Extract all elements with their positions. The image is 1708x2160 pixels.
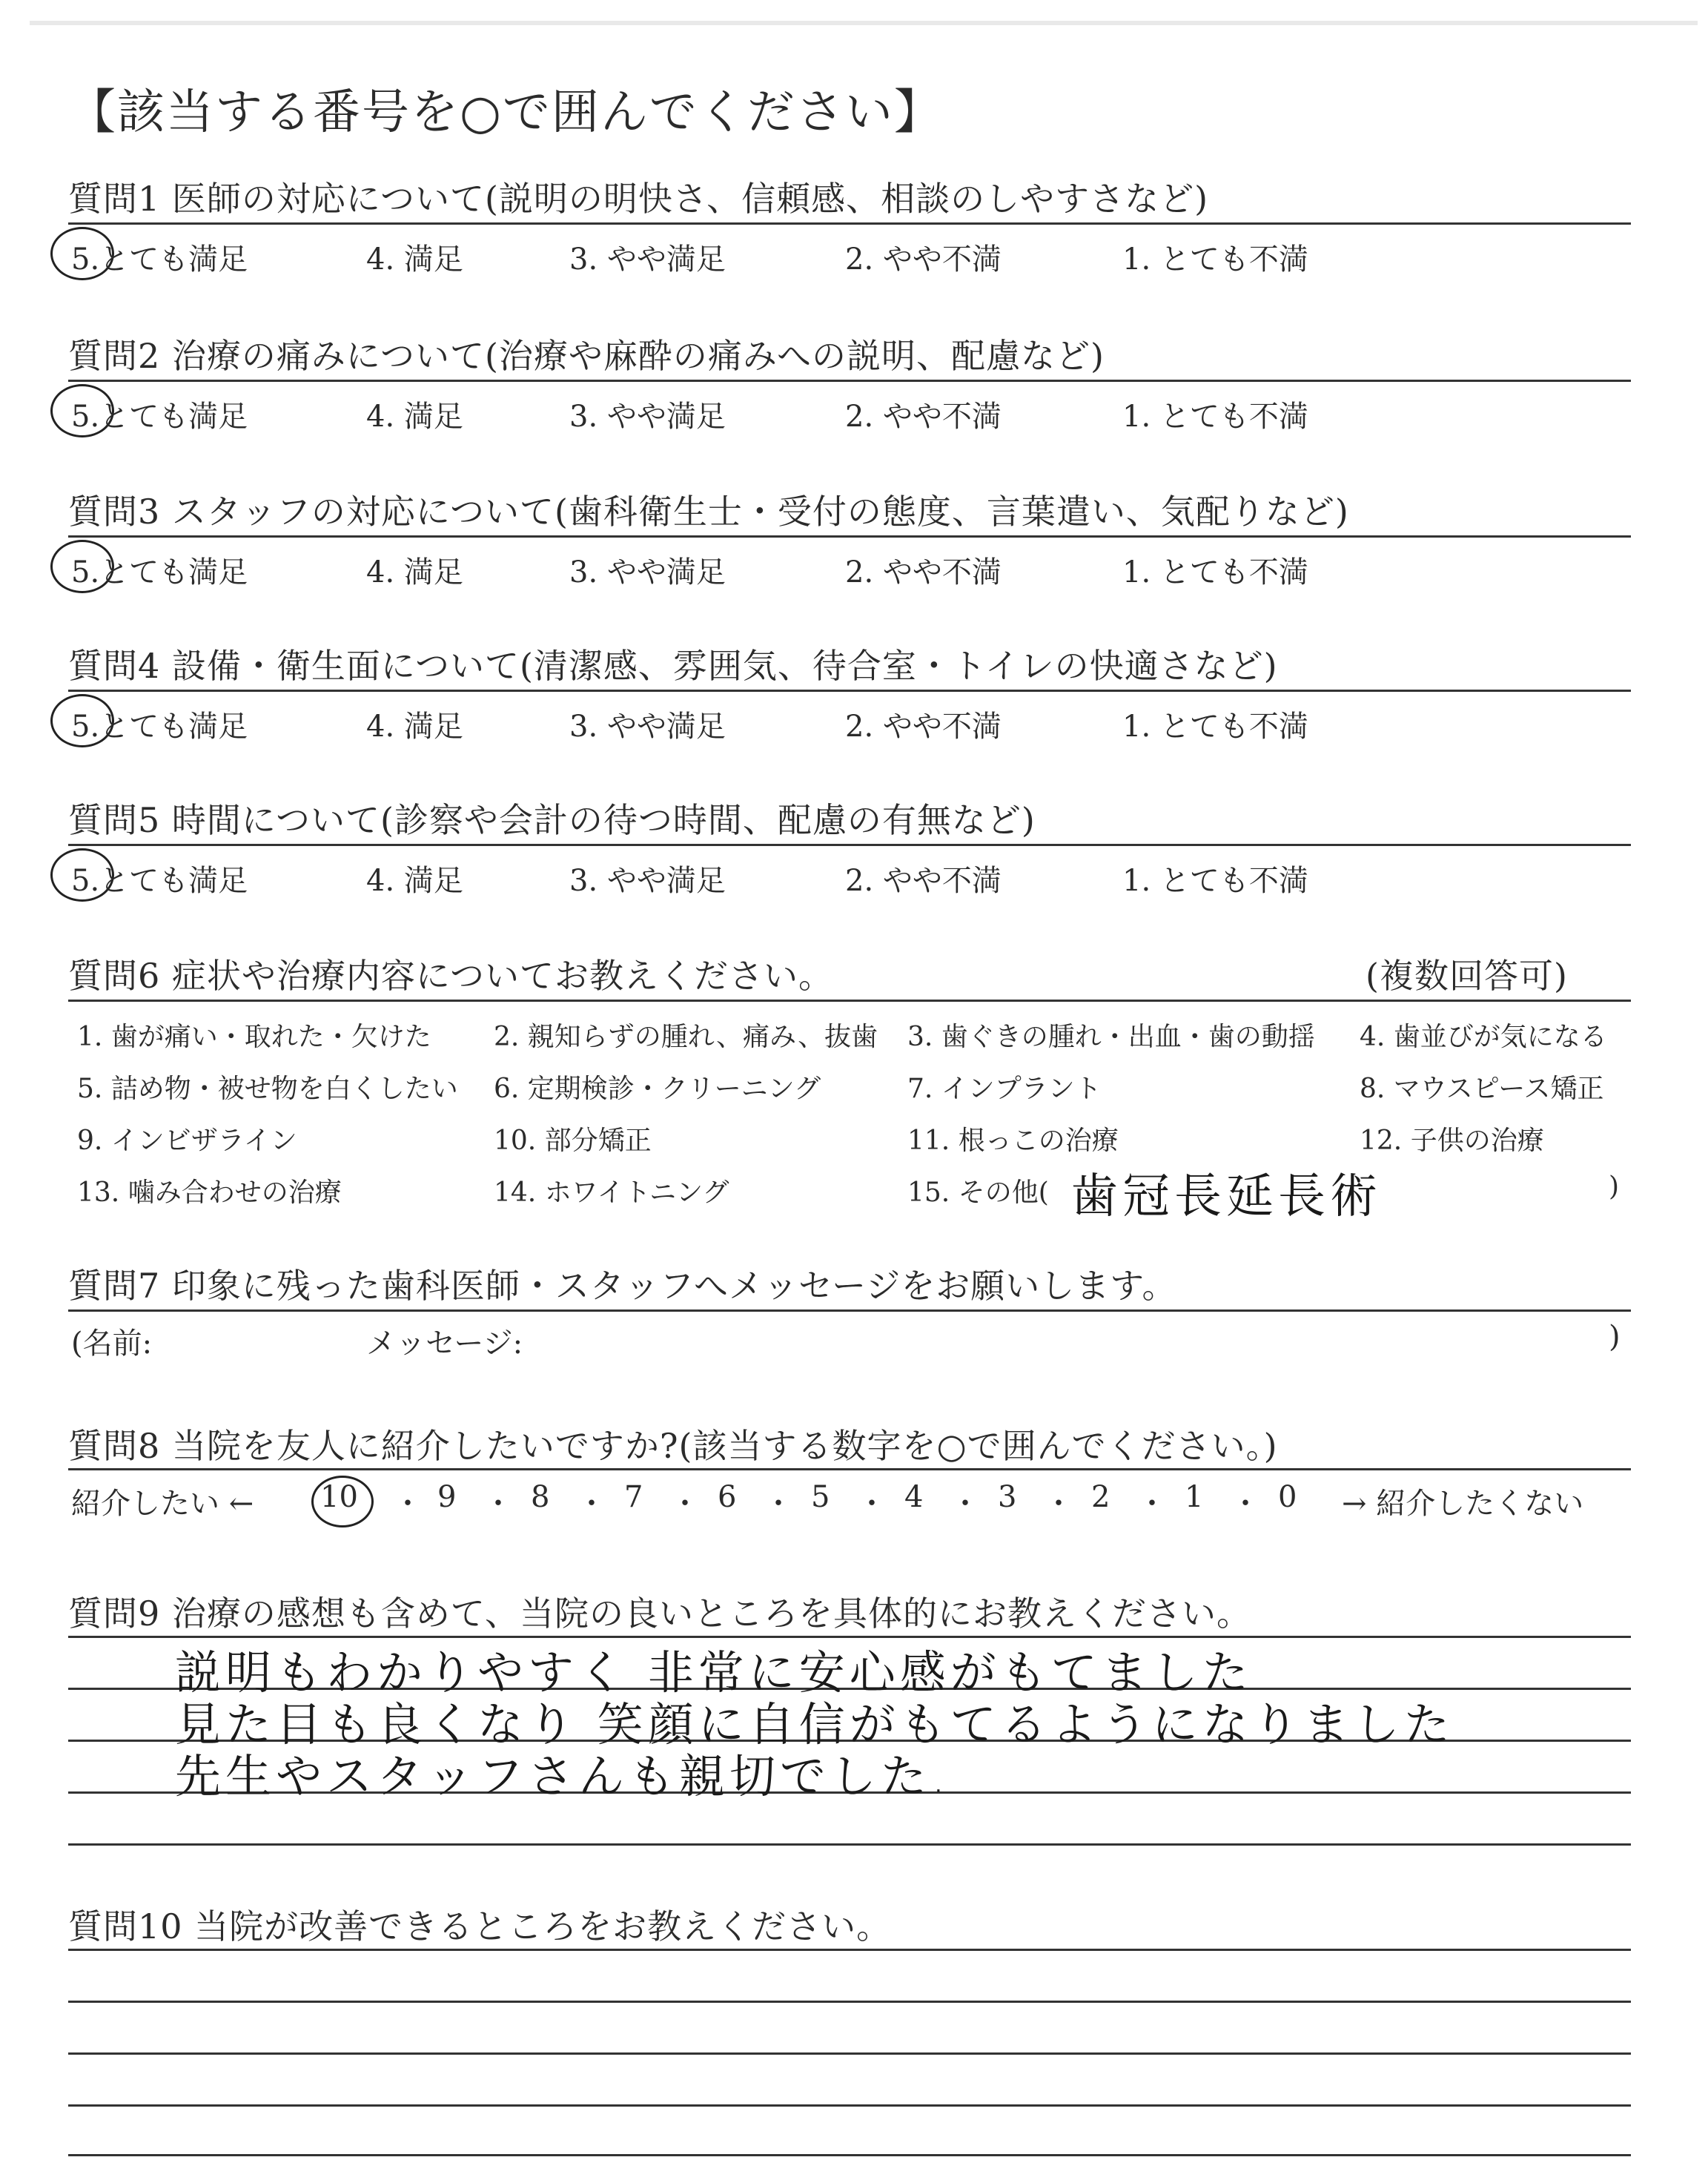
q10-rule-4 xyxy=(68,2104,1631,2107)
q3-opt-5[interactable]: 5.とても満足 xyxy=(71,555,248,589)
q3-opt-4[interactable]: 4. 満足 xyxy=(366,555,463,589)
q8-score-3[interactable]: 3 xyxy=(998,1480,1017,1514)
q6-item-6[interactable]: 6. 定期検診・クリーニング xyxy=(494,1074,821,1104)
q1-opt-3[interactable]: 3. やや満足 xyxy=(569,242,726,277)
q6-item-7[interactable]: 7. インプラント xyxy=(907,1074,1102,1104)
q6-rule xyxy=(68,1000,1631,1002)
q2-rule xyxy=(68,380,1631,382)
q2-opt-4[interactable]: 4. 満足 xyxy=(366,400,463,434)
q7-title: 質問7 印象に残った歯科医師・スタッフへメッセージをお願いします。 xyxy=(68,1266,1177,1306)
q6-item-5[interactable]: 5. 詰め物・被せ物を白くしたい xyxy=(77,1074,458,1104)
q8-left-label: 紹介したい ← xyxy=(71,1487,254,1521)
q3-opt-1[interactable]: 1. とても不満 xyxy=(1122,555,1308,589)
q5-opt-5[interactable]: 5.とても満足 xyxy=(71,864,248,898)
q5-title: 質問5 時間について(診察や会計の待つ時間、配慮の有無など) xyxy=(68,800,1036,840)
q8-dot: ・ xyxy=(670,1487,700,1521)
q9-rule-5 xyxy=(68,1843,1631,1846)
q8-score-2[interactable]: 2 xyxy=(1091,1480,1110,1514)
q1-opt-1[interactable]: 1. とても不満 xyxy=(1122,242,1308,277)
q6-item-14[interactable]: 14. ホワイトニング xyxy=(494,1178,729,1208)
q5-opt-3[interactable]: 3. やや満足 xyxy=(569,864,726,898)
q4-opt-1[interactable]: 1. とても不満 xyxy=(1122,710,1308,744)
q2-title: 質問2 治療の痛みについて(治療や麻酔の痛みへの説明、配慮など) xyxy=(68,336,1105,376)
q8-score-5[interactable]: 5 xyxy=(811,1480,830,1514)
scan-top-edge xyxy=(30,21,1698,25)
q6-item-10[interactable]: 10. 部分矯正 xyxy=(494,1126,652,1156)
q8-score-0[interactable]: 0 xyxy=(1278,1480,1297,1514)
q8-score-6[interactable]: 6 xyxy=(718,1480,737,1514)
q6-item-11[interactable]: 11. 根っこの治療 xyxy=(907,1126,1119,1156)
q9-title: 質問9 治療の感想も含めて、当院の良いところを具体的にお教えください。 xyxy=(68,1593,1251,1634)
q9-answer-line-2[interactable]: 見た目も良くなり 笑顔に自信がもてるようになりました xyxy=(175,1697,1454,1751)
q3-opt-3[interactable]: 3. やや満足 xyxy=(569,555,726,589)
q8-dot: ・ xyxy=(950,1487,980,1521)
q6-title: 質問6 症状や治療内容についてお教えください。 xyxy=(68,956,833,996)
q6-item-2[interactable]: 2. 親知らずの腫れ、痛み、抜歯 xyxy=(494,1022,878,1052)
q6-other-close: ) xyxy=(1609,1172,1620,1202)
q1-rule xyxy=(68,222,1631,225)
q5-rule xyxy=(68,844,1631,846)
q8-dot: ・ xyxy=(1137,1487,1167,1521)
q1-title: 質問1 医師の対応について(説明の明快さ、信頼感、相談のしやすさなど) xyxy=(68,179,1209,219)
q8-score-4[interactable]: 4 xyxy=(904,1480,924,1514)
q8-dot: ・ xyxy=(483,1487,513,1521)
q6-item-4[interactable]: 4. 歯並びが気になる xyxy=(1360,1022,1607,1052)
q2-opt-3[interactable]: 3. やや満足 xyxy=(569,400,726,434)
q9-answer-line-3[interactable]: 先生やスタッフさんも親切でした. xyxy=(175,1749,950,1803)
q4-opt-5[interactable]: 5.とても満足 xyxy=(71,710,248,744)
q8-right-label: → 紹介したくない xyxy=(1342,1487,1584,1521)
q3-opt-2[interactable]: 2. やや不満 xyxy=(845,555,1002,589)
q8-dot: ・ xyxy=(857,1487,887,1521)
q6-item-8[interactable]: 8. マウスピース矯正 xyxy=(1360,1074,1604,1104)
q7-message-label[interactable]: メッセージ: xyxy=(366,1327,523,1361)
q6-item-12[interactable]: 12. 子供の治療 xyxy=(1360,1126,1544,1156)
q4-opt-3[interactable]: 3. やや満足 xyxy=(569,710,726,744)
q1-opt-2[interactable]: 2. やや不満 xyxy=(845,242,1002,277)
q2-opt-2[interactable]: 2. やや不満 xyxy=(845,400,1002,434)
q2-opt-5[interactable]: 5.とても満足 xyxy=(71,400,248,434)
q6-note: (複数回答可) xyxy=(1366,956,1568,996)
q6-item-15[interactable]: 15. その他( xyxy=(907,1178,1049,1208)
q10-title: 質問10 当院が改善できるところをお教えください。 xyxy=(68,1906,892,1946)
q8-title: 質問8 当院を友人に紹介したいですか?(該当する数字を○で囲んでください。) xyxy=(68,1426,1278,1466)
q1-opt-5[interactable]: 5.とても満足 xyxy=(71,242,248,277)
q8-dot: ・ xyxy=(393,1487,423,1521)
q6-item-9[interactable]: 9. インビザライン xyxy=(77,1126,297,1156)
q4-opt-4[interactable]: 4. 満足 xyxy=(366,710,463,744)
q8-score-10[interactable]: 10 xyxy=(320,1480,358,1514)
q8-dot: ・ xyxy=(764,1487,793,1521)
q6-item-1[interactable]: 1. 歯が痛い・取れた・欠けた xyxy=(77,1022,431,1052)
q8-score-8[interactable]: 8 xyxy=(531,1480,550,1514)
page-heading: 【該当する番号を○で囲んでください】 xyxy=(68,85,943,140)
q6-item-13[interactable]: 13. 噛み合わせの治療 xyxy=(77,1178,342,1208)
q10-rule-1 xyxy=(68,1949,1631,1951)
q4-title: 質問4 設備・衛生面について(清潔感、雰囲気、待合室・トイレの快適さなど) xyxy=(68,646,1278,686)
q5-opt-4[interactable]: 4. 満足 xyxy=(366,864,463,898)
q8-score-9[interactable]: 9 xyxy=(437,1480,457,1514)
q5-opt-2[interactable]: 2. やや不満 xyxy=(845,864,1002,898)
q3-title: 質問3 スタッフの対応について(歯科衛生士・受付の態度、言葉遣い、気配りなど) xyxy=(68,492,1349,532)
q10-rule-3 xyxy=(68,2052,1631,2055)
q8-score-7[interactable]: 7 xyxy=(624,1480,643,1514)
q7-name-label[interactable]: (名前: xyxy=(71,1327,153,1361)
q4-opt-2[interactable]: 2. やや不満 xyxy=(845,710,1002,744)
q6-item-3[interactable]: 3. 歯ぐきの腫れ・出血・歯の動揺 xyxy=(907,1022,1315,1052)
q10-rule-2 xyxy=(68,2001,1631,2003)
q1-opt-4[interactable]: 4. 満足 xyxy=(366,242,463,277)
q2-opt-1[interactable]: 1. とても不満 xyxy=(1122,400,1308,434)
q10-rule-5 xyxy=(68,2154,1631,2156)
q7-rule xyxy=(68,1309,1631,1312)
q3-rule xyxy=(68,535,1631,538)
q8-dot: ・ xyxy=(577,1487,606,1521)
q4-rule xyxy=(68,690,1631,692)
q5-opt-1[interactable]: 1. とても不満 xyxy=(1122,864,1308,898)
q6-other-handwritten[interactable]: 歯冠長延長術 xyxy=(1070,1169,1382,1224)
q8-dot: ・ xyxy=(1231,1487,1260,1521)
q8-score-1[interactable]: 1 xyxy=(1185,1480,1204,1514)
q9-answer-line-1[interactable]: 説明もわかりやすく 非常に安心感がもてました xyxy=(175,1645,1253,1700)
q8-dot: ・ xyxy=(1044,1487,1073,1521)
q7-close: ) xyxy=(1609,1320,1621,1354)
q8-rule xyxy=(68,1468,1631,1470)
